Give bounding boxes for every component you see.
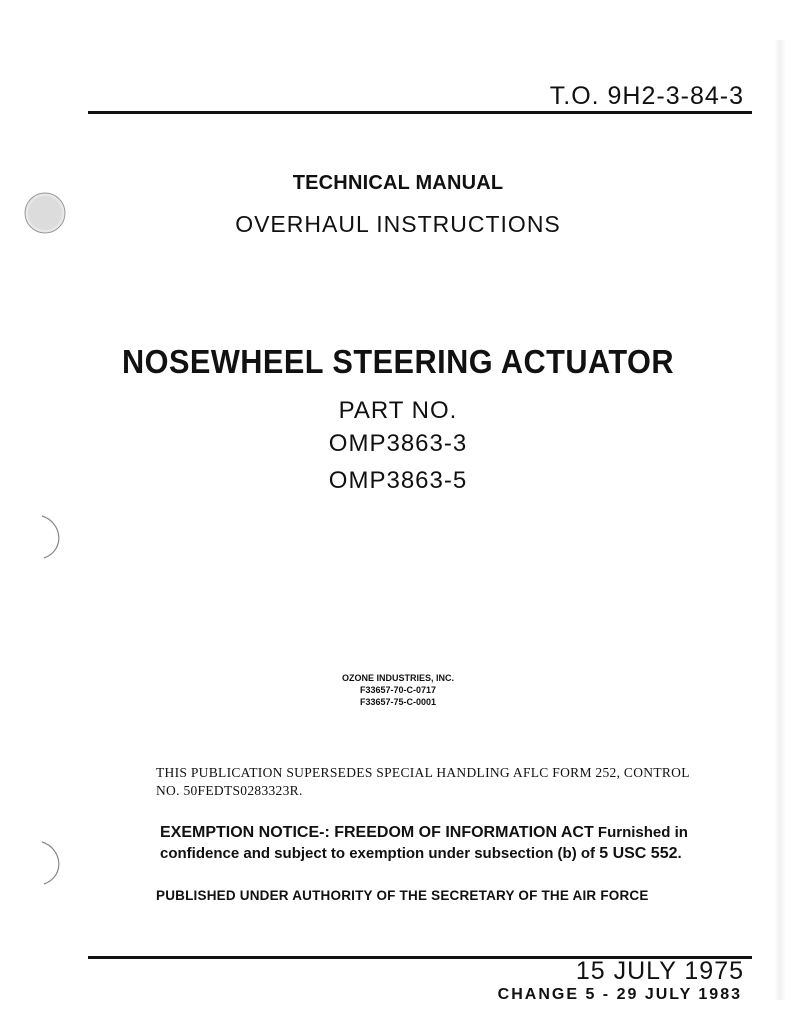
exemption-code: 5 USC 552 [599, 845, 678, 862]
supersede-line-1: THIS PUBLICATION SUPERSEDES SPECIAL HANDLING AFLC FORM 252, CONTROL [156, 765, 690, 780]
contract-number-1: F33657-70-C-0717 [359, 685, 437, 695]
page-title: NOSEWHEEL STEERING ACTUATOR [122, 343, 674, 380]
company-block [0, 672, 796, 708]
part-number-1: OMP3863-3 [328, 430, 468, 457]
to-number: T.O. 9H2-3-84-3 [549, 82, 744, 110]
punch-hole-middle [30, 512, 70, 562]
punch-hole-bottom [30, 838, 70, 888]
exemption-end: . [677, 845, 682, 862]
change-notice: CHANGE 5 - 29 JULY 1983 [497, 986, 742, 1003]
part-number-label: PART NO. [338, 397, 458, 424]
supersede-notice [156, 764, 716, 800]
company-name: OZONE INDUSTRIES, INC. [341, 673, 454, 683]
exemption-text: Furnished in confidence and subject to exemption under subsection (b) of [160, 824, 688, 862]
publication-date: 15 JULY 1975 [575, 957, 744, 985]
manual-type-heading: TECHNICAL MANUAL [292, 172, 504, 194]
authority-statement: PUBLISHED UNDER AUTHORITY OF THE SECRETARY OF THE AIR FORCE [156, 888, 649, 903]
contract-number-2: F33657-75-C-0001 [359, 697, 437, 707]
manual-subtitle: OVERHAUL INSTRUCTIONS [235, 211, 561, 237]
scan-edge-shadow [774, 40, 786, 1000]
header-rule [88, 111, 752, 114]
exemption-notice [160, 822, 750, 864]
exemption-heading: EXEMPTION NOTICE-: FREEDOM OF INFORMATION ACT [160, 824, 594, 841]
part-number-2: OMP3863-5 [328, 467, 468, 494]
supersede-line-2: NO. 50FEDTS0283323R. [156, 783, 303, 798]
